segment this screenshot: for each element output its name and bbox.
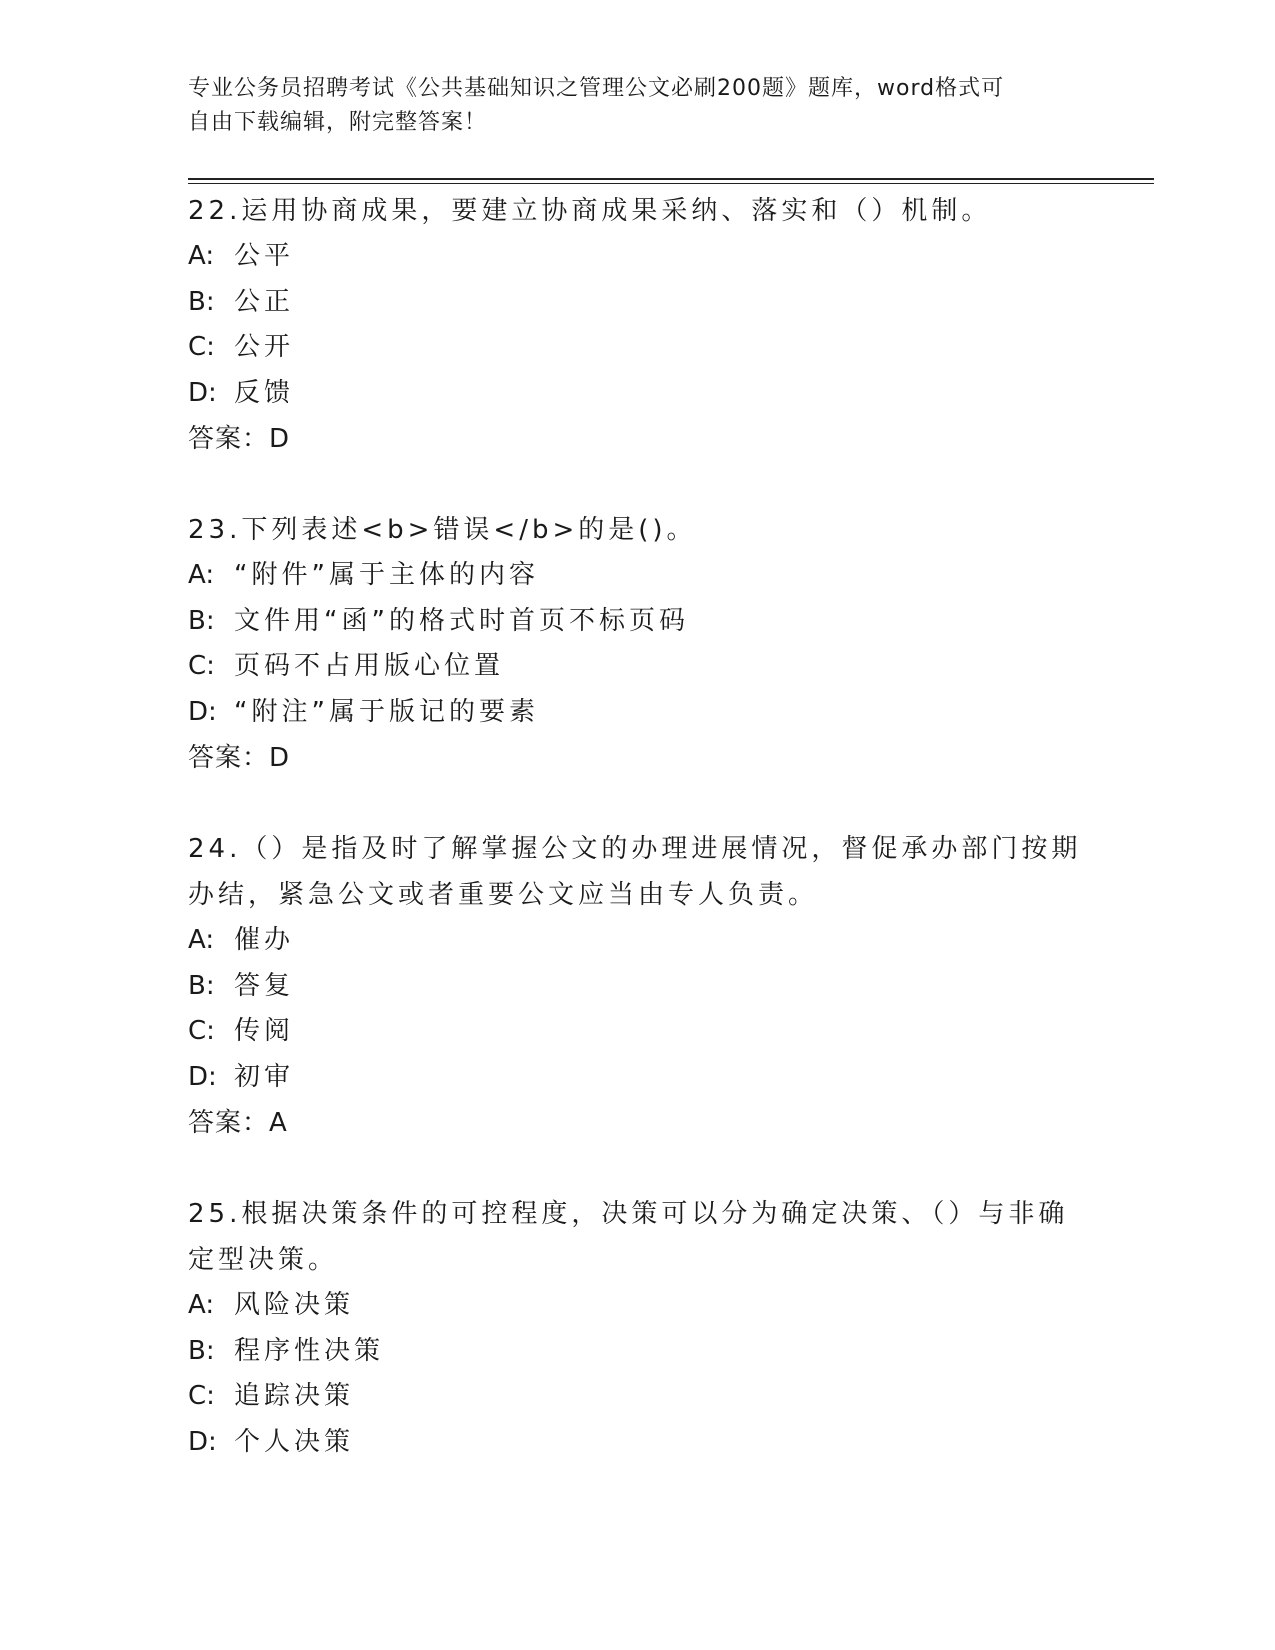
option-d <box>188 1420 1088 1466</box>
option-label: B: <box>188 1335 215 1366</box>
option-label: A: <box>188 925 215 955</box>
option-label: C: <box>188 1016 215 1046</box>
question-list <box>188 188 1088 1510</box>
question-24 <box>188 826 1088 1146</box>
question-22 <box>188 188 1088 462</box>
option-label: A: <box>188 241 215 271</box>
option-text: 个人决策 <box>234 1426 355 1457</box>
option-b <box>188 280 1088 326</box>
header-divider-thick <box>188 178 1154 180</box>
option-a <box>188 234 1088 280</box>
option-text: 公平 <box>234 241 295 271</box>
option-b <box>188 964 1088 1010</box>
option-text: 催办 <box>234 925 295 955</box>
option-c <box>188 325 1088 371</box>
question-stem: 25.根据决策条件的可控程度，决策可以分为确定决策、（）与非确定型决策。 <box>188 1199 1069 1275</box>
question-stem: 24.（）是指及时了解掌握公文的办理进展情况，督促承办部门按期办结，紧急公文或者重要公文应当由专人负责。 <box>188 834 1082 910</box>
option-text: 传阅 <box>234 1016 295 1046</box>
option-label: A: <box>188 560 215 590</box>
question-23 <box>188 507 1088 781</box>
option-text: “附注”属于版记的要素 <box>234 696 539 727</box>
option-label: B: <box>188 286 215 317</box>
document-header <box>188 72 1088 140</box>
option-a <box>188 918 1088 964</box>
option-text: 追踪决策 <box>234 1381 355 1411</box>
option-text: 公正 <box>234 286 295 317</box>
answer-line: 答案：D <box>188 743 291 773</box>
option-label: C: <box>188 651 215 681</box>
option-b <box>188 599 1088 645</box>
option-d <box>188 690 1088 736</box>
option-text: 反馈 <box>234 377 295 408</box>
option-text: “附件”属于主体的内容 <box>234 560 539 590</box>
option-text: 公开 <box>234 332 295 362</box>
question-25 <box>188 1191 1088 1465</box>
option-text: 页码不占用版心位置 <box>234 651 505 681</box>
option-label: D: <box>188 1061 217 1092</box>
option-text: 文件用“函”的格式时首页不标页码 <box>234 605 689 636</box>
option-c <box>188 644 1088 690</box>
option-label: B: <box>188 970 215 1001</box>
answer-line: 答案：A <box>188 1108 288 1138</box>
header-line-2: 自由下载编辑，附完整答案！ <box>188 110 488 135</box>
option-label: C: <box>188 1381 215 1411</box>
option-text: 初审 <box>234 1061 295 1092</box>
option-label: B: <box>188 605 215 636</box>
option-d <box>188 371 1088 417</box>
option-label: D: <box>188 696 217 727</box>
option-c <box>188 1009 1088 1055</box>
option-text: 程序性决策 <box>234 1335 385 1366</box>
option-label: D: <box>188 377 217 408</box>
option-label: C: <box>188 332 215 362</box>
question-stem: 22.运用协商成果，要建立协商成果采纳、落实和（）机制。 <box>188 196 992 226</box>
answer-line: 答案：D <box>188 424 291 454</box>
header-divider-thin <box>188 183 1154 184</box>
header-line-1: 专业公务员招聘考试《公共基础知识之管理公文必刷200题》题库，word格式可 <box>188 76 1005 101</box>
option-text: 风险决策 <box>234 1290 355 1320</box>
option-a <box>188 1283 1088 1329</box>
question-stem: 23.下列表述<b>错误</b>的是()。 <box>188 515 697 545</box>
option-c <box>188 1374 1088 1420</box>
option-a <box>188 553 1088 599</box>
option-text: 答复 <box>234 970 295 1001</box>
option-label: A: <box>188 1290 215 1320</box>
option-d <box>188 1055 1088 1101</box>
option-b <box>188 1329 1088 1375</box>
option-label: D: <box>188 1426 217 1457</box>
